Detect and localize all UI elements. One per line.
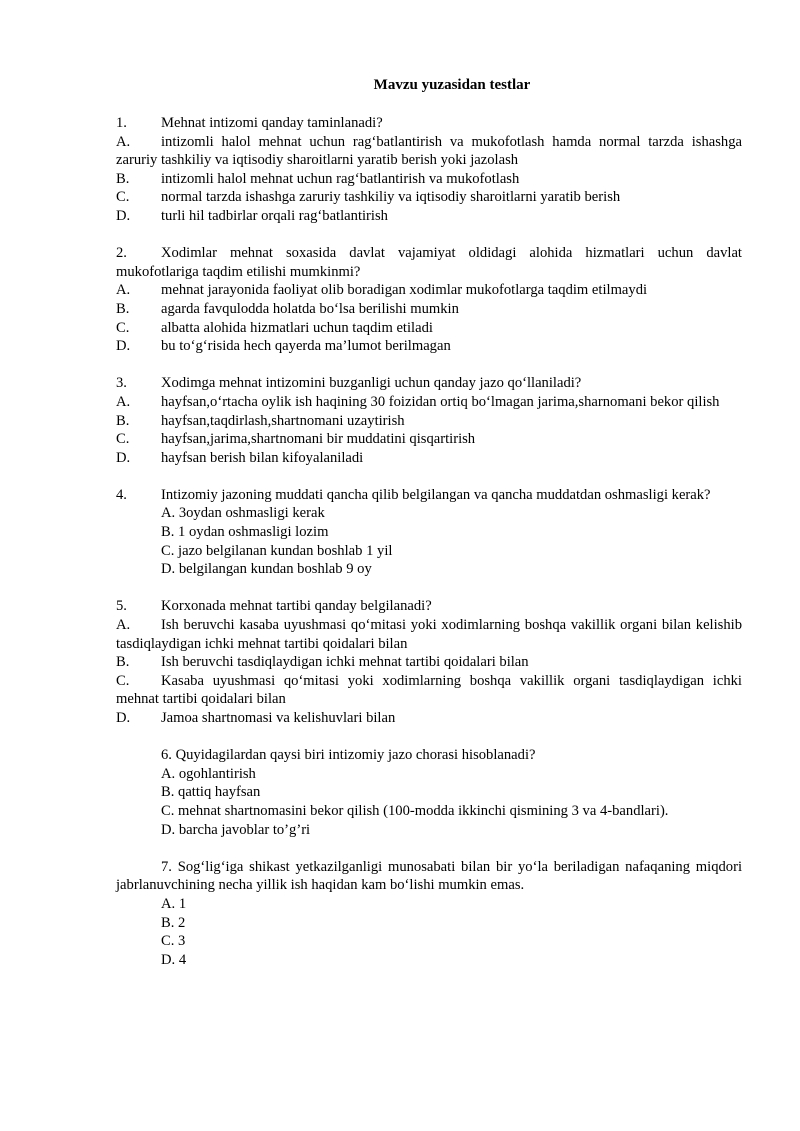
- q7-option-b: B. 2: [161, 914, 186, 931]
- q3-option-b: B. hayfsan,taqdirlash,shartnomani uzaytirish: [116, 412, 405, 429]
- q5-option-a: A. Ish beruvchi kasaba uyushmasi qo‘mitasi yoki xodimlarning boshqa vakillik organi bilan kelishib tasdiqlaydigan ichki mehnat tartibi qoidalari bilan: [116, 617, 742, 652]
- q6-option-c: C. mehnat shartnomasini bekor qilish (100-modda ikkinchi qismining 3 va 4-bandlari).: [161, 802, 669, 819]
- q2-option-c: C. albatta alohida hizmatlari uchun taqdim etiladi: [116, 319, 433, 336]
- spacer: [116, 467, 742, 486]
- spacer: [116, 226, 742, 245]
- q7-option-d: D. 4: [161, 951, 187, 968]
- question-7: 7. Sog‘lig‘iga shikast yetkazilganligi munosabati bilan bir yo‘la beriladigan nafaqaning miqdori jabrlanuvchining necha yillik ish haqidan kam bo‘lishi mumkin emas.: [116, 858, 742, 894]
- q2-option-d: D. bu to‘g‘risida hech qayerda ma’lumot berilmagan: [116, 338, 451, 355]
- q4-option-d: D. belgilangan kundan boshlab 9 oy: [161, 561, 372, 578]
- page-title: Mavzu yuzasidan testlar: [373, 77, 531, 93]
- q3-option-d: D. hayfsan berish bilan kifoyalaniladi: [116, 449, 364, 466]
- q6-option-d: D. barcha javoblar to’g’ri: [161, 821, 311, 838]
- test-list: [116, 114, 742, 969]
- q4-option-a: A. 3oydan oshmasligi kerak: [161, 505, 325, 522]
- q1-option-a: A. intizomli halol mehnat uchun rag‘batlantirish va mukofotlash hamda normal tarzda ishashga zaruriy tashkiliy va iqtisodiy sharoitlarni yaratib berish yoki jazolash: [116, 133, 742, 169]
- q2-option-b: B. agarda favqulodda holatda bo‘lsa berilishi mumkin: [116, 300, 459, 317]
- spacer: [116, 839, 742, 858]
- q1-option-b: B. intizomli halol mehnat uchun rag‘batlantirish va mukofotlash: [116, 170, 520, 187]
- q1-option-c: C. normal tarzda ishashga zaruriy tashkiliy va iqtisodiy sharoitlarni yaratib berish: [116, 189, 621, 206]
- question-4: 4. Intizomiy jazoning muddati qancha qilib belgilangan va qancha muddatdan oshmasligi kerak?: [116, 486, 711, 503]
- q7-option-c: C. 3: [161, 933, 186, 950]
- q2-option-a: A. mehnat jarayonida faoliyat olib boradigan xodimlar mukofotlarga taqdim etilmaydi: [116, 282, 648, 299]
- q5-option-b: B. Ish beruvchi tasdiqlaydigan ichki mehnat tartibi qoidalari bilan: [116, 654, 529, 671]
- q4-option-c: C. jazo belgilanan kundan boshlab 1 yil: [161, 542, 393, 559]
- spacer: [116, 728, 742, 747]
- question-3: 3. Xodimga mehnat intizomini buzganligi uchun qanday jazo qo‘llaniladi?: [116, 375, 582, 392]
- q6-option-b: B. qattiq hayfsan: [161, 784, 261, 801]
- q1-option-d: D. turli hil tadbirlar orqali rag‘batlantirish: [116, 207, 388, 224]
- q6-option-a: A. ogohlantirish: [161, 765, 256, 782]
- q3-option-a: A. hayfsan,o‘rtacha oylik ish haqining 30 foizidan ortiq bo‘lmagan jarima,sharnomani bekor qilish: [116, 393, 720, 410]
- question-1: 1. Mehnat intizomi qanday taminlanadi?: [116, 115, 383, 131]
- q7-option-a: A. 1: [161, 895, 187, 912]
- spacer: [116, 356, 742, 375]
- q4-option-b: B. 1 oydan oshmasligi lozim: [161, 524, 329, 541]
- spacer: [116, 579, 742, 598]
- question-2: 2. Xodimlar mehnat soxasida davlat vajamiyat oldidagi alohida hizmatlari uchun davlat mukofotlariga taqdim etilishi mumkinmi?: [116, 245, 742, 280]
- q3-option-c: C. hayfsan,jarima,shartnomani bir muddatini qisqartirish: [116, 431, 476, 448]
- question-6: 6. Quyidagilardan qaysi biri intizomiy jazo chorasi hisoblanadi?: [161, 747, 536, 764]
- q5-option-d: D. Jamoa shartnomasi va kelishuvlari bilan: [116, 710, 396, 726]
- q5-option-c: C. Kasaba uyushmasi qo‘mitasi yoki xodimlarning boshqa vakillik organi tasdiqlaydigan ichki mehnat tartibi qoidalari bilan: [116, 672, 742, 708]
- question-5: 5. Korxonada mehnat tartibi qanday belgilanadi?: [116, 598, 432, 615]
